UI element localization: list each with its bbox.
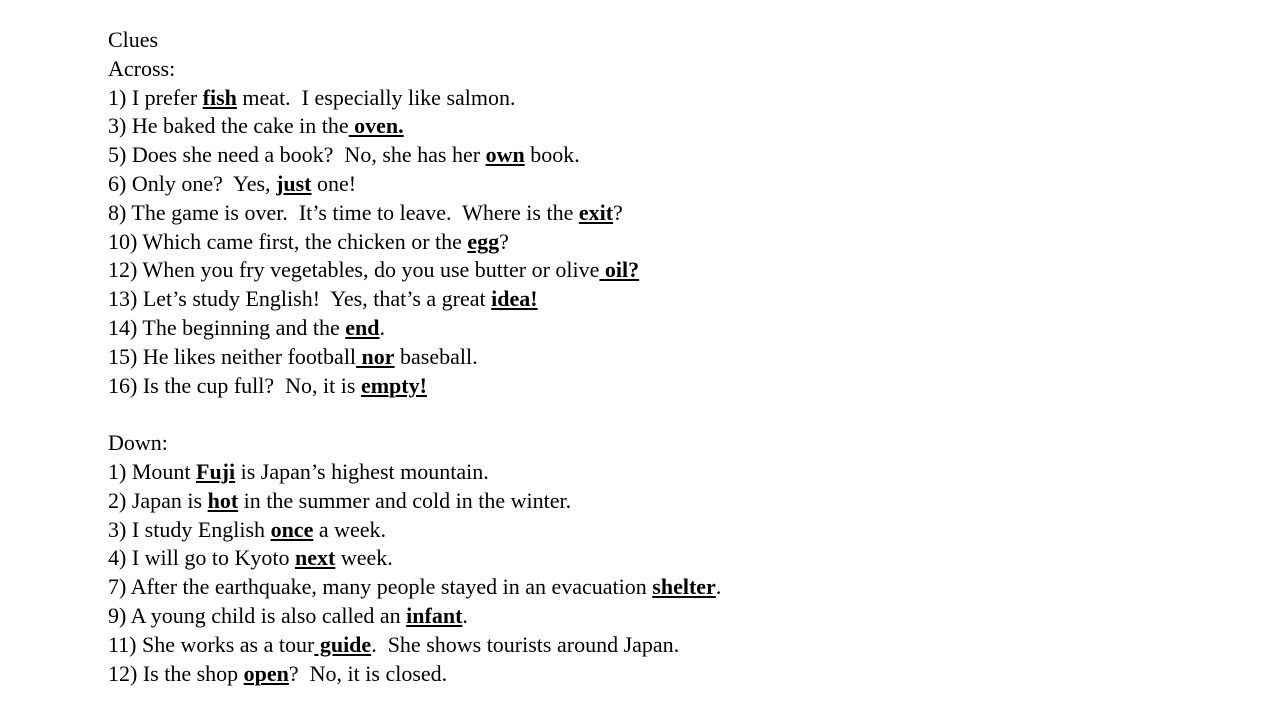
clues-heading: Clues xyxy=(108,27,159,52)
clue-text: 15) He likes neither football xyxy=(108,343,357,369)
clue-text-end: one! xyxy=(311,170,357,196)
clue-answer: guide xyxy=(314,631,372,657)
down-clue xyxy=(108,573,1208,602)
clue-text-end: baseball. xyxy=(394,343,478,369)
clue-text: 10) Which came first, the chicken or the xyxy=(108,228,468,254)
clue-answer: once xyxy=(270,516,314,542)
clue-answer: oil? xyxy=(599,257,640,283)
clue-answer: just xyxy=(276,170,312,196)
down-label: Down: xyxy=(108,430,168,456)
down-clue xyxy=(108,516,1208,545)
clue-text: 11) She works as a tour xyxy=(108,631,315,657)
clue-answer: idea! xyxy=(491,286,538,312)
across-clue xyxy=(108,199,1208,228)
clue-answer: own xyxy=(485,142,525,168)
clue-text: 1) Mount xyxy=(108,458,196,484)
clue-answer: end xyxy=(345,314,380,340)
clue-text-end: . xyxy=(715,574,722,600)
down-clue xyxy=(108,458,1208,487)
down-clue-list xyxy=(108,458,1208,688)
across-clue xyxy=(108,314,1208,343)
clue-text: 4) I will go to Kyoto xyxy=(108,545,295,571)
clue-text-end: ? xyxy=(499,228,509,254)
clue-answer: oven. xyxy=(348,113,404,139)
clue-text-end: a week. xyxy=(313,516,387,542)
clue-text-end: meat. I especially like salmon. xyxy=(236,84,516,110)
clue-text: 7) After the earthquake, many people stayed in an evacuation xyxy=(108,574,653,600)
clue-text-end: book. xyxy=(524,142,580,168)
clue-text-end: is Japan’s highest mountain. xyxy=(235,458,489,484)
clue-answer: shelter xyxy=(652,574,716,600)
section-spacer xyxy=(108,400,1208,429)
clue-answer: hot xyxy=(207,487,239,513)
clues-document xyxy=(108,26,1208,688)
down-clue xyxy=(108,544,1208,573)
clue-text-end: ? xyxy=(613,199,623,225)
across-clue xyxy=(108,256,1208,285)
clue-text: 13) Let’s study English! Yes, that’s a great xyxy=(108,286,492,312)
clue-text: 16) Is the cup full? No, it is xyxy=(108,372,361,398)
clue-answer: next xyxy=(295,545,336,571)
clue-answer: infant xyxy=(406,602,463,628)
clue-text: 3) He baked the cake in the xyxy=(108,113,349,139)
across-clue xyxy=(108,84,1208,113)
clue-text: 9) A young child is also called an xyxy=(108,602,407,628)
clue-text-end: . xyxy=(462,602,468,628)
clue-text-end: . She shows tourists around Japan. xyxy=(371,631,680,657)
clue-text: 8) The game is over. It’s time to leave. Where is the xyxy=(108,199,579,225)
across-clue xyxy=(108,343,1208,372)
clue-text: 6) Only one? Yes, xyxy=(108,170,277,196)
clue-text-end: . xyxy=(379,314,386,340)
across-label: Across: xyxy=(108,55,176,81)
clue-answer: empty! xyxy=(360,372,427,398)
down-clue xyxy=(108,487,1208,516)
clue-text-end: ? No, it is closed. xyxy=(288,660,448,686)
clue-answer: egg xyxy=(467,228,500,254)
across-clue xyxy=(108,372,1208,401)
clue-answer: open xyxy=(243,660,289,686)
across-clue xyxy=(108,285,1208,314)
clue-answer: exit xyxy=(578,199,614,225)
across-clue xyxy=(108,112,1208,141)
clue-text: 2) Japan is xyxy=(108,487,208,513)
clue-text: 12) Is the shop xyxy=(108,660,244,686)
across-clue xyxy=(108,170,1208,199)
across-clue-list xyxy=(108,84,1208,401)
clue-text: 3) I study English xyxy=(108,516,271,542)
clue-answer: Fuji xyxy=(196,458,236,484)
clue-text: 12) When you fry vegetables, do you use butter or olive xyxy=(108,257,600,283)
down-clue xyxy=(108,631,1208,660)
across-clue xyxy=(108,228,1208,257)
clue-text-end: in the summer and cold in the winter. xyxy=(238,487,572,513)
clue-answer: fish xyxy=(202,84,237,110)
down-clue xyxy=(108,660,1208,689)
clue-text: 14) The beginning and the xyxy=(108,314,346,340)
clue-answer: nor xyxy=(356,343,395,369)
clue-text: 5) Does she need a book? No, she has her xyxy=(108,142,486,168)
clue-text-end: week. xyxy=(335,545,393,571)
clue-text: 1) I prefer xyxy=(108,84,203,110)
down-clue xyxy=(108,602,1208,631)
across-clue xyxy=(108,141,1208,170)
